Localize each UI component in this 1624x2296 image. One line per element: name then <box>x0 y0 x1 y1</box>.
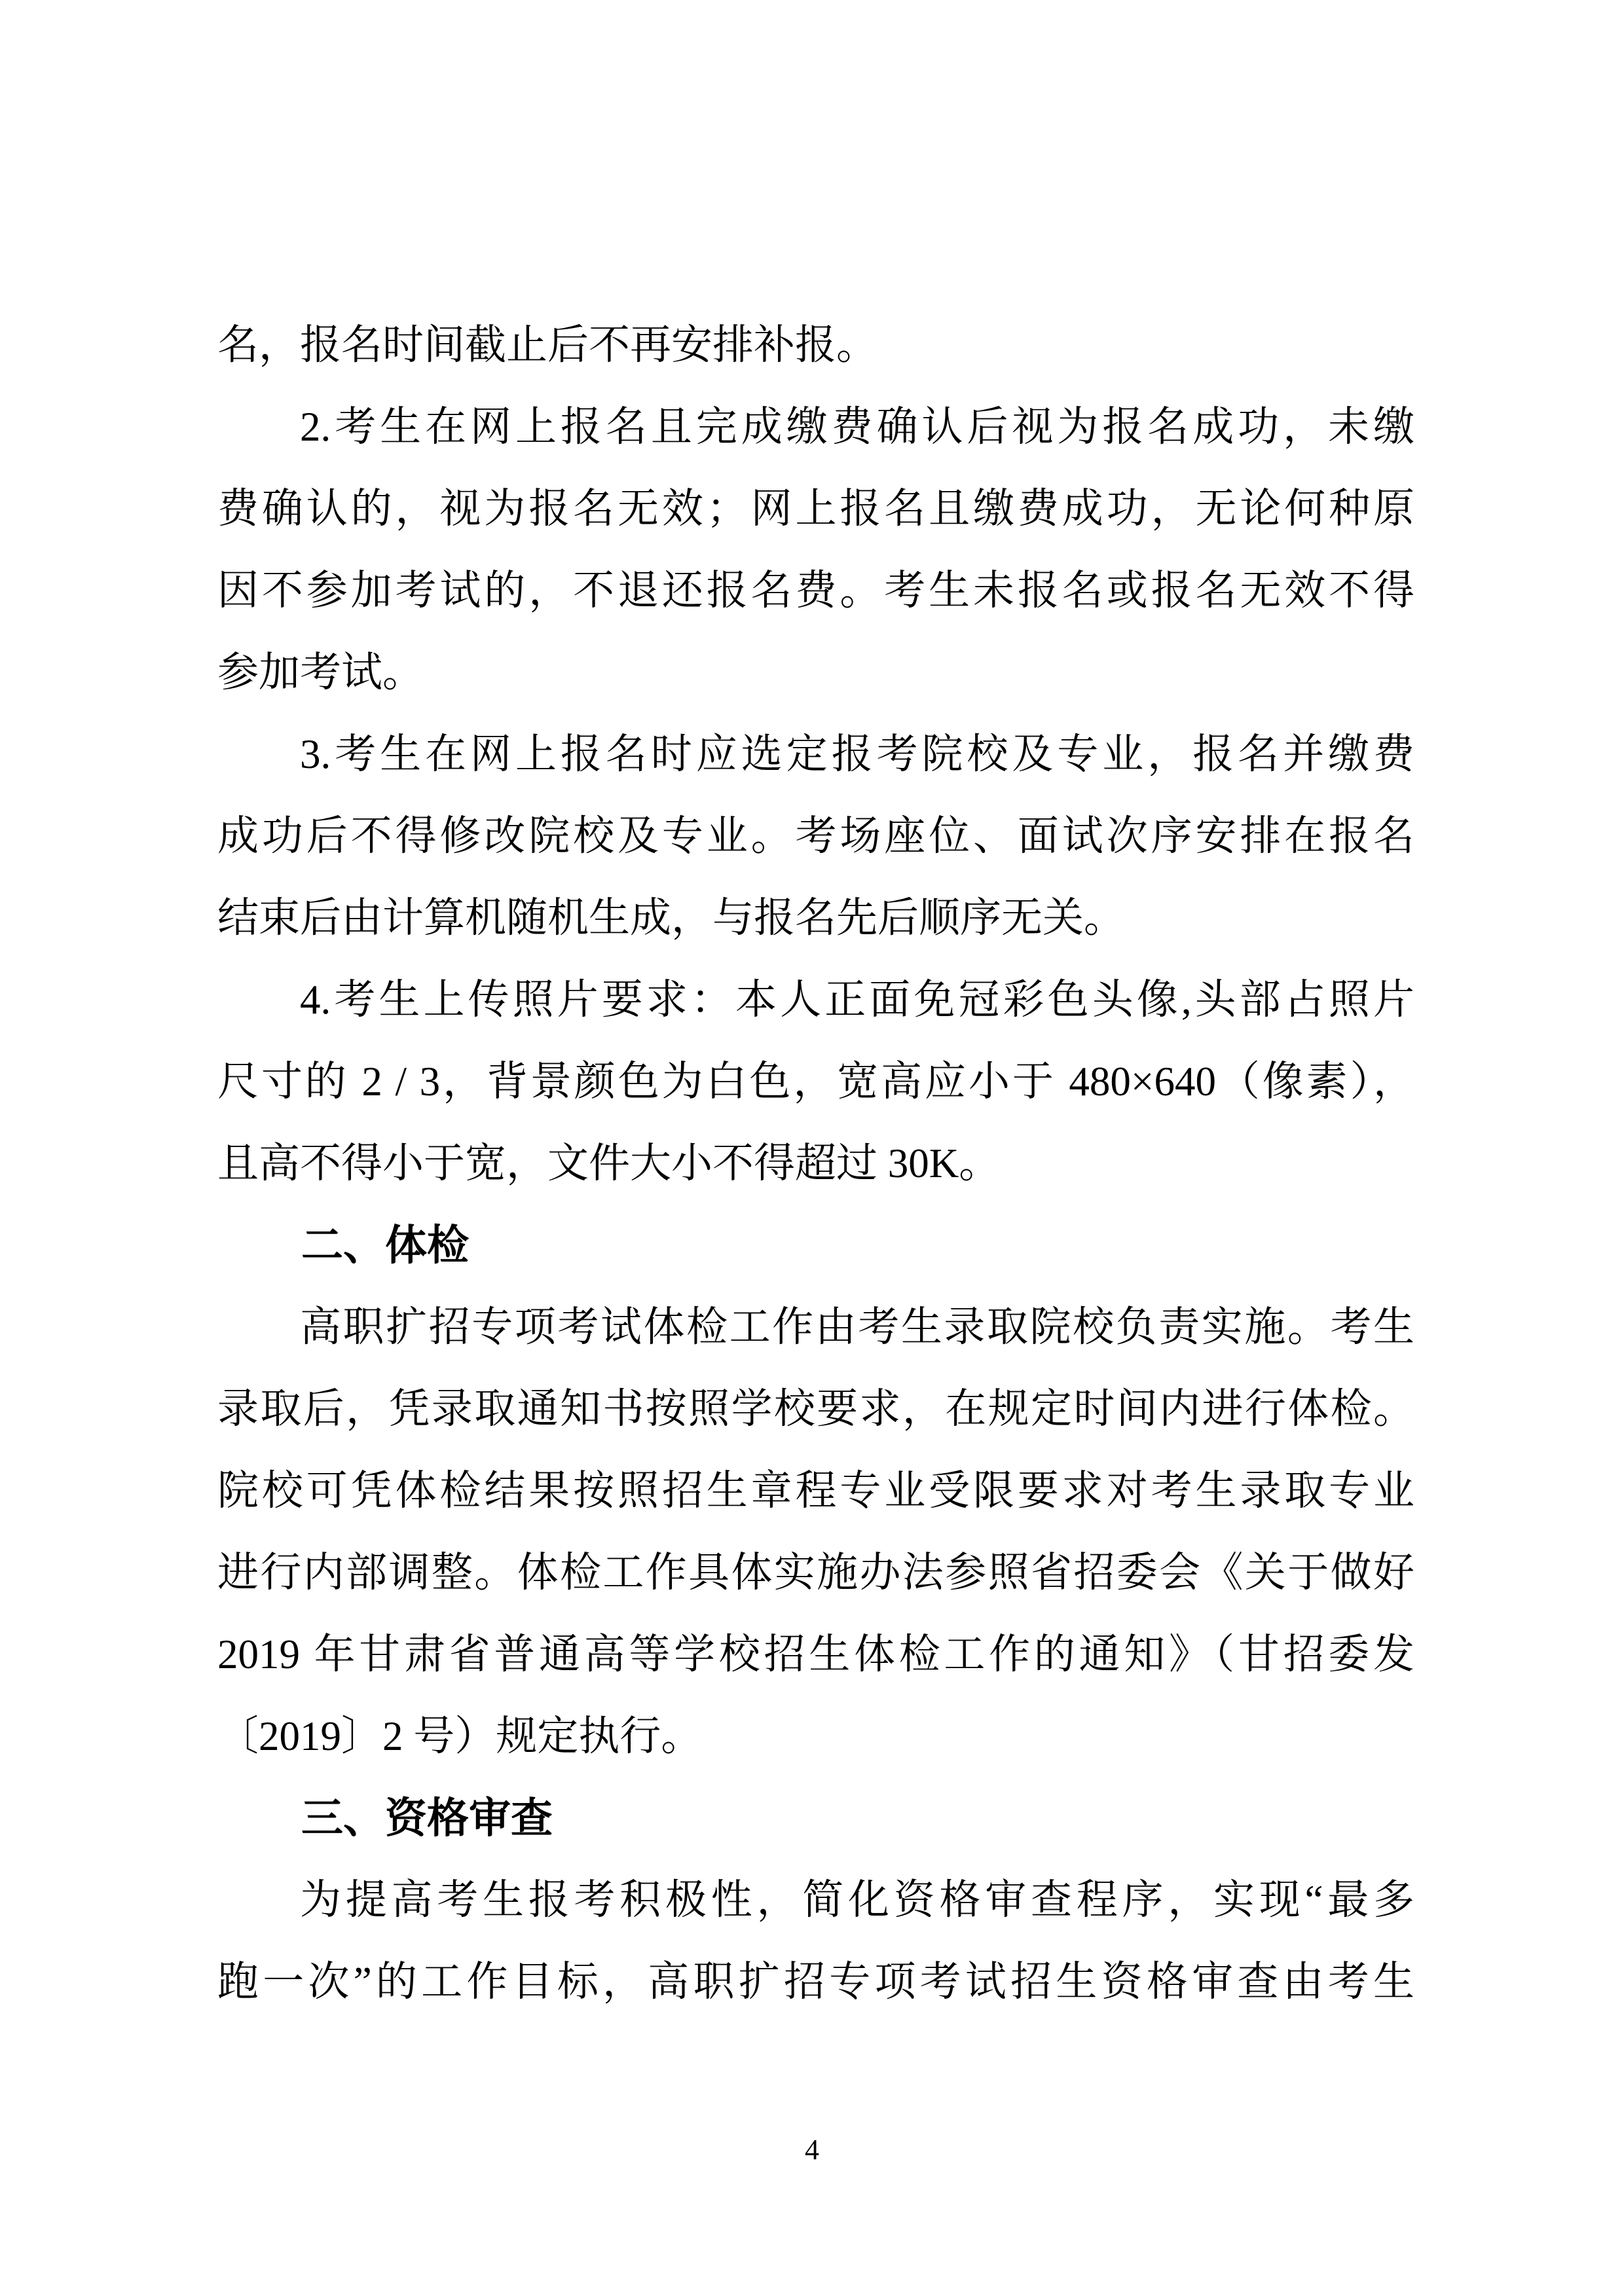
page-number: 4 <box>805 2134 819 2166</box>
text-line: 费确认的，视为报名无效；网上报名且缴费成功，无论何种原 <box>217 486 1414 532</box>
text-line: 为提高考生报考积极性，简化资格审查程序，实现“最多 <box>300 1877 1414 1923</box>
text-line: 结束后由计算机随机生成，与报名先后顺序无关。 <box>217 895 1125 941</box>
text-line: 成功后不得修改院校及专业。考场座位、面试次序安排在报名 <box>217 813 1414 859</box>
text-line: 尺寸的 2 / 3，背景颜色为白色，宽高应小于 480×640（像素）， <box>217 1059 1414 1104</box>
text-line: 进行内部调整。体检工作具体实施办法参照省招委会《关于做好 <box>217 1550 1414 1595</box>
document-body <box>217 304 1414 2023</box>
text-line: 名，报名时间截止后不再安排补报。 <box>217 322 877 368</box>
text-line: 3.考生在网上报名时应选定报考院校及专业，报名并缴费 <box>300 731 1414 777</box>
text-line: 录取后，凭录取通知书按照学校要求，在规定时间内进行体检。 <box>217 1386 1414 1432</box>
section-heading-physical-exam: 二、体检 <box>301 1222 469 1269</box>
text-line: 因不参加考试的，不退还报名费。考生未报名或报名无效不得 <box>217 568 1414 613</box>
section-heading-qualification-review: 三、资格审查 <box>301 1795 553 1842</box>
text-line: 高职扩招专项考试体检工作由考生录取院校负责实施。考生 <box>300 1304 1414 1350</box>
text-line: 院校可凭体检结果按照招生章程专业受限要求对考生录取专业 <box>217 1468 1414 1514</box>
text-line: 参加考试。 <box>217 649 424 695</box>
text-line: 2019 年甘肃省普通高等学校招生体检工作的通知》（甘招委发 <box>217 1631 1414 1677</box>
text-line: 且高不得小于宽，文件大小不得超过 30K。 <box>217 1140 1001 1186</box>
text-line: 跑一次”的工作目标，高职扩招专项考试招生资格审查由考生 <box>217 1959 1414 2005</box>
text-line: 〔2019〕2 号）规定执行。 <box>217 1713 703 1759</box>
text-line: 2.考生在网上报名且完成缴费确认后视为报名成功，未缴 <box>300 404 1414 450</box>
text-line: 4.考生上传照片要求：本人正面免冠彩色头像,头部占照片 <box>300 977 1414 1023</box>
